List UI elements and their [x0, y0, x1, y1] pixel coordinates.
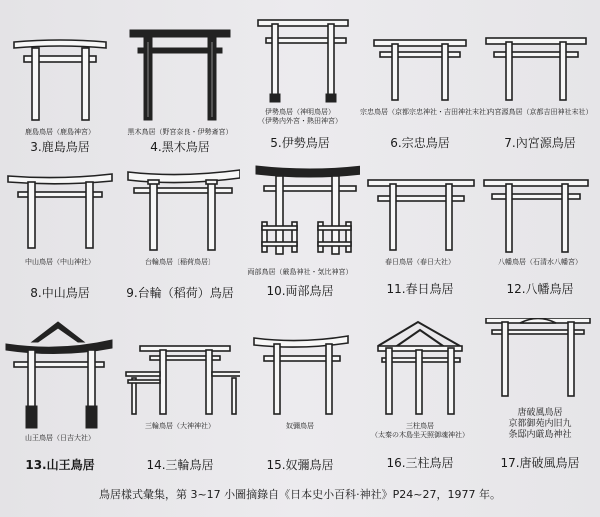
torii-4-kuroki: [120, 12, 240, 172]
torii-caption: 両部鳥居（厳島神社・気比神宮）: [247, 268, 353, 276]
torii-caption: 黒木鳥居（野宮奈良・伊勢斎宮）: [127, 128, 233, 136]
torii-label: 5.伊勢鳥居: [270, 136, 330, 150]
torii-caption: 宗忠鳥居（京都宗忠神社・吉田神社末社）: [360, 108, 493, 116]
torii-label: 17.唐破風鳥居: [500, 456, 580, 470]
torii-3-kashima: [0, 12, 120, 172]
torii-label: 6.宗忠鳥居: [390, 136, 450, 150]
torii-label: 4.黑木鳥居: [150, 140, 210, 154]
torii-caption: 春日鳥居（春日大社）: [385, 258, 455, 266]
torii-caption: 山王鳥居（日吉大社）: [25, 434, 95, 442]
torii-9-daiwa: [120, 164, 240, 324]
torii-label: 3.鹿島鳥居: [30, 140, 90, 154]
torii-label: 15.奴彌鳥居: [266, 458, 334, 472]
torii-11-kasuga: [360, 164, 480, 324]
torii-13-sanno: [0, 318, 120, 478]
torii-16-mihashira: [360, 318, 480, 478]
torii-7-naikugen: [480, 12, 600, 172]
torii-label: 8.中山鳥居: [30, 286, 90, 300]
kuroki-torii-drawing: [120, 12, 240, 130]
torii-caption: 八幡鳥居（石清水八幡宮）: [498, 258, 582, 266]
torii-caption: 台輪鳥居〔稲荷鳥居〕: [145, 258, 215, 266]
torii-label: 16.三柱鳥居: [386, 456, 454, 470]
torii-caption: 鹿島鳥居（鹿島神宮）: [25, 128, 95, 136]
torii-label: 14.三輪鳥居: [146, 458, 214, 472]
torii-12-hachiman: [480, 164, 600, 324]
torii-caption: 奴彌鳥居: [286, 422, 314, 430]
torii-17-karahafu: [480, 318, 600, 478]
figure-caption: 鳥居樣式彙集，第 3~17 小圖摘錄自《日本史小百科‧神社》P24~27，1977 年。: [98, 488, 502, 501]
torii-15-nuibi: [240, 318, 360, 478]
torii-caption: 伊勢鳥居（神明鳥居） （伊勢内外宮・熱田神宮）: [258, 108, 342, 125]
torii-label: 12.八幡鳥居: [506, 282, 574, 296]
torii-caption: 三柱鳥居 （太秦の木島坐天照御魂神社）: [371, 422, 469, 439]
torii-6-munetada: [360, 12, 493, 172]
torii-8-nakayama: [0, 164, 120, 324]
torii-label: 9.台輪（稻荷）鳥居: [126, 286, 234, 300]
torii-label: 10.両部鳥居: [266, 284, 334, 298]
torii-label: 11.春日鳥居: [386, 282, 454, 296]
torii-caption: 中山鳥居（中山神社）: [25, 258, 95, 266]
nuibi-torii-drawing: [240, 318, 360, 436]
kashima-torii-drawing: [0, 12, 120, 130]
torii-14-miwa: [120, 318, 240, 478]
torii-10-ryobu: [240, 164, 360, 324]
miwa-torii-drawing: [120, 318, 240, 436]
ryobu-torii-drawing: [240, 164, 360, 282]
torii-label: 7.內宮源鳥居: [504, 136, 576, 150]
torii-caption: 内宮源鳥居（京都吉田神社末社）: [487, 108, 593, 116]
torii-caption: 三輪鳥居（大神神社）: [145, 422, 215, 430]
mihashira-torii-drawing: [360, 318, 480, 436]
torii-caption: 唐破風鳥居 京都御苑内旧九 条邸内厳島神社: [508, 408, 572, 440]
torii-label: 13.山王鳥居: [25, 458, 95, 472]
torii-5-ise: [240, 12, 360, 172]
sanno-torii-drawing: [0, 318, 120, 436]
